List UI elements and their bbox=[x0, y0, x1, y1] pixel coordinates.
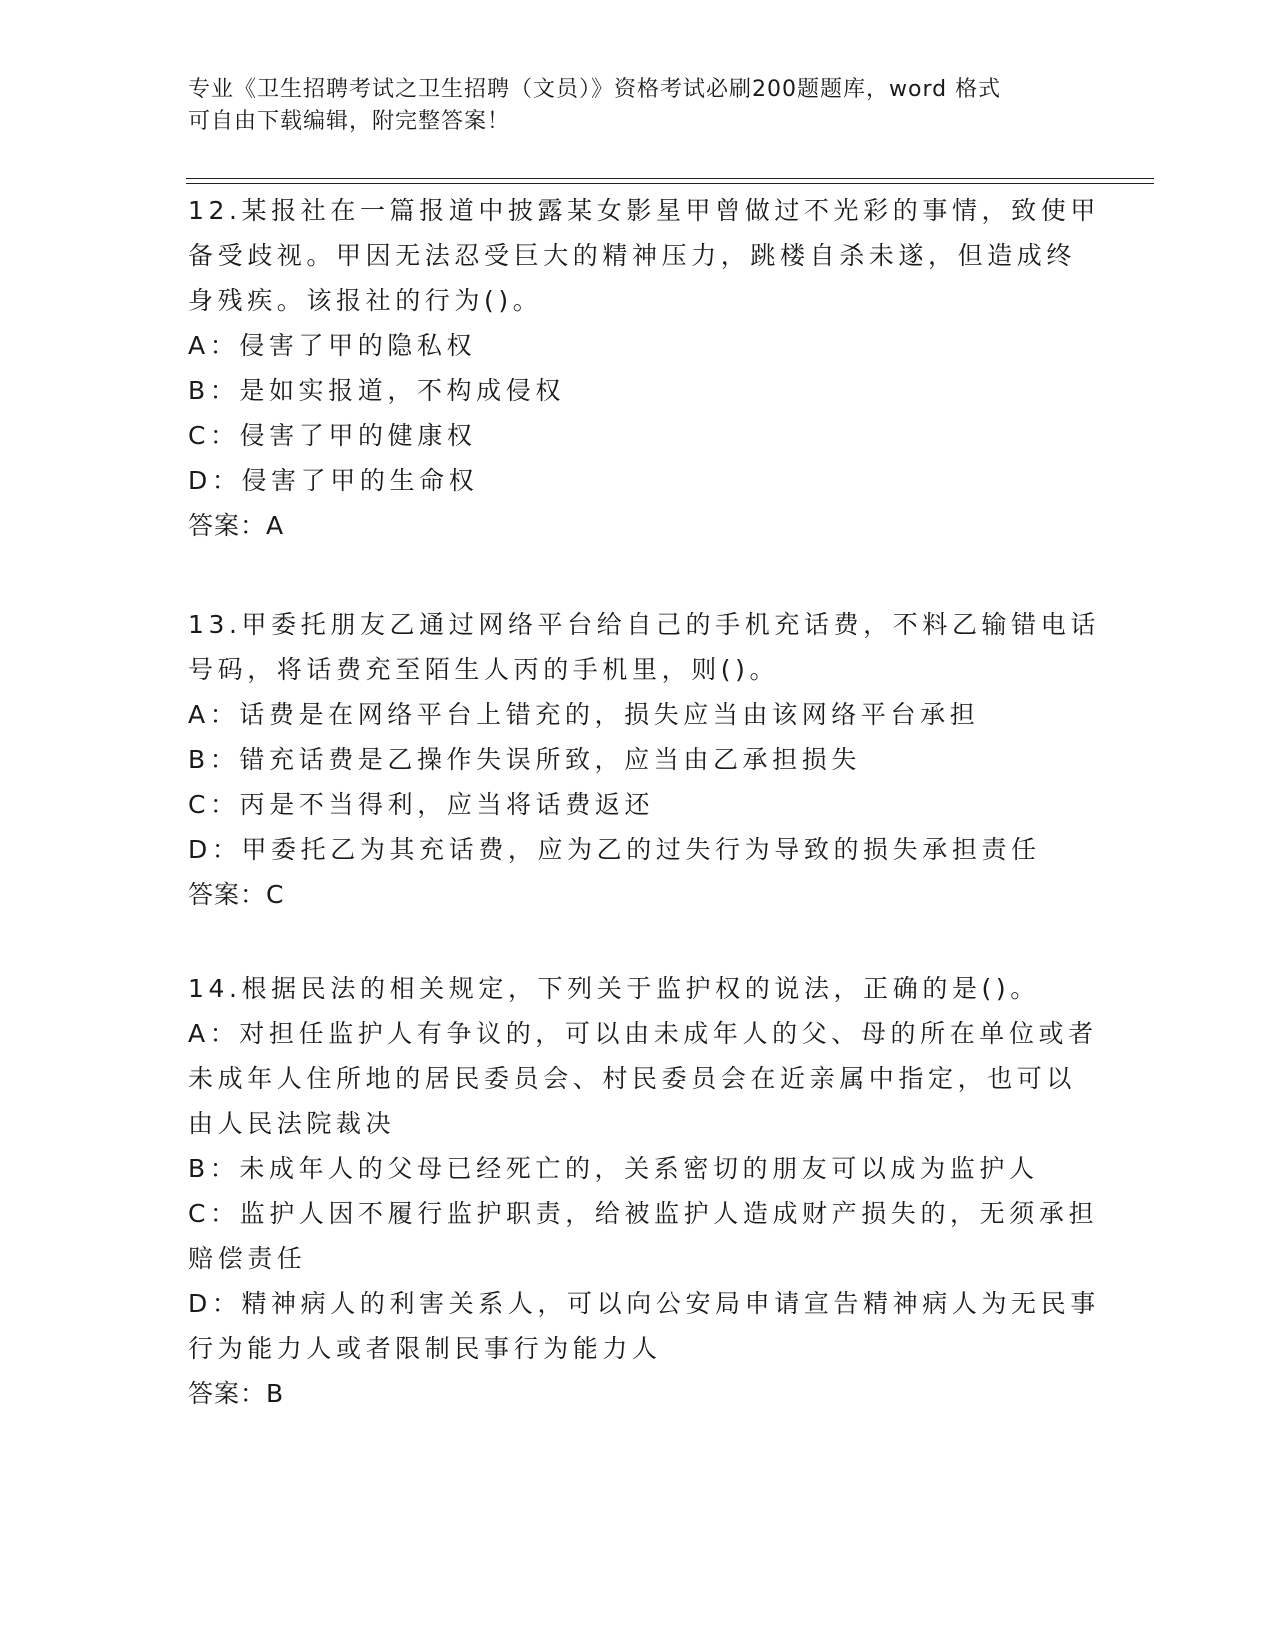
header-divider-top bbox=[186, 178, 1154, 179]
option-c: C：监护人因不履行监护职责，给被监护人造成财产损失的，无须承担 bbox=[188, 1199, 1099, 1228]
header-line: 可自由下载编辑，附完整答案！ bbox=[188, 109, 511, 134]
question-stem-line: 13.甲委托朋友乙通过网络平台给自己的手机充话费，不料乙输错电话 bbox=[188, 610, 1100, 639]
question-14 bbox=[188, 966, 1100, 1416]
option-b: B：错充话费是乙操作失误所致，应当由乙承担损失 bbox=[188, 745, 861, 774]
question-stem-line: 身残疾。该报社的行为()。 bbox=[188, 286, 543, 315]
option-a: A：对担任监护人有争议的，可以由未成年人的父、母的所在单位或者 bbox=[188, 1019, 1098, 1048]
option-a-continued: 由人民法院裁决 bbox=[188, 1109, 396, 1138]
option-d: D：精神病人的利害关系人，可以向公安局申请宣告精神病人为无民事 bbox=[188, 1289, 1100, 1318]
option-c: C：丙是不当得利，应当将话费返还 bbox=[188, 790, 655, 819]
header-line: 专业《卫生招聘考试之卫生招聘（文员）》资格考试必刷200题题库，word 格式 bbox=[188, 77, 1002, 102]
header-divider-bottom bbox=[186, 183, 1154, 184]
option-a: A：侵害了甲的隐私权 bbox=[188, 331, 477, 360]
document-header bbox=[188, 74, 1088, 138]
option-c: C：侵害了甲的健康权 bbox=[188, 421, 477, 450]
option-d: D：侵害了甲的生命权 bbox=[188, 466, 479, 495]
question-stem-line: 14.根据民法的相关规定，下列关于监护权的说法，正确的是()。 bbox=[188, 974, 1040, 1003]
answer-label: 答案：B bbox=[188, 1379, 285, 1408]
question-stem-line: 号码，将话费充至陌生人丙的手机里，则()。 bbox=[188, 655, 780, 684]
option-d: D：甲委托乙为其充话费，应为乙的过失行为导致的损失承担责任 bbox=[188, 835, 1041, 864]
question-stem-line: 备受歧视。甲因无法忍受巨大的精神压力，跳楼自杀未遂，但造成终 bbox=[188, 241, 1077, 270]
question-13 bbox=[188, 602, 1100, 917]
option-d-continued: 行为能力人或者限制民事行为能力人 bbox=[188, 1334, 662, 1363]
option-a-continued: 未成年人住所地的居民委员会、村民委员会在近亲属中指定，也可以 bbox=[188, 1064, 1077, 1093]
option-b: B：未成年人的父母已经死亡的，关系密切的朋友可以成为监护人 bbox=[188, 1154, 1039, 1183]
answer-label: 答案：A bbox=[188, 511, 285, 540]
answer-label: 答案：C bbox=[188, 880, 285, 909]
option-a: A：话费是在网络平台上错充的，损失应当由该网络平台承担 bbox=[188, 700, 980, 729]
option-c-continued: 赔偿责任 bbox=[188, 1244, 307, 1273]
question-stem-line: 12.某报社在一篇报道中披露某女影星甲曾做过不光彩的事情，致使甲 bbox=[188, 196, 1100, 225]
question-12 bbox=[188, 188, 1100, 548]
option-b: B：是如实报道，不构成侵权 bbox=[188, 376, 565, 405]
